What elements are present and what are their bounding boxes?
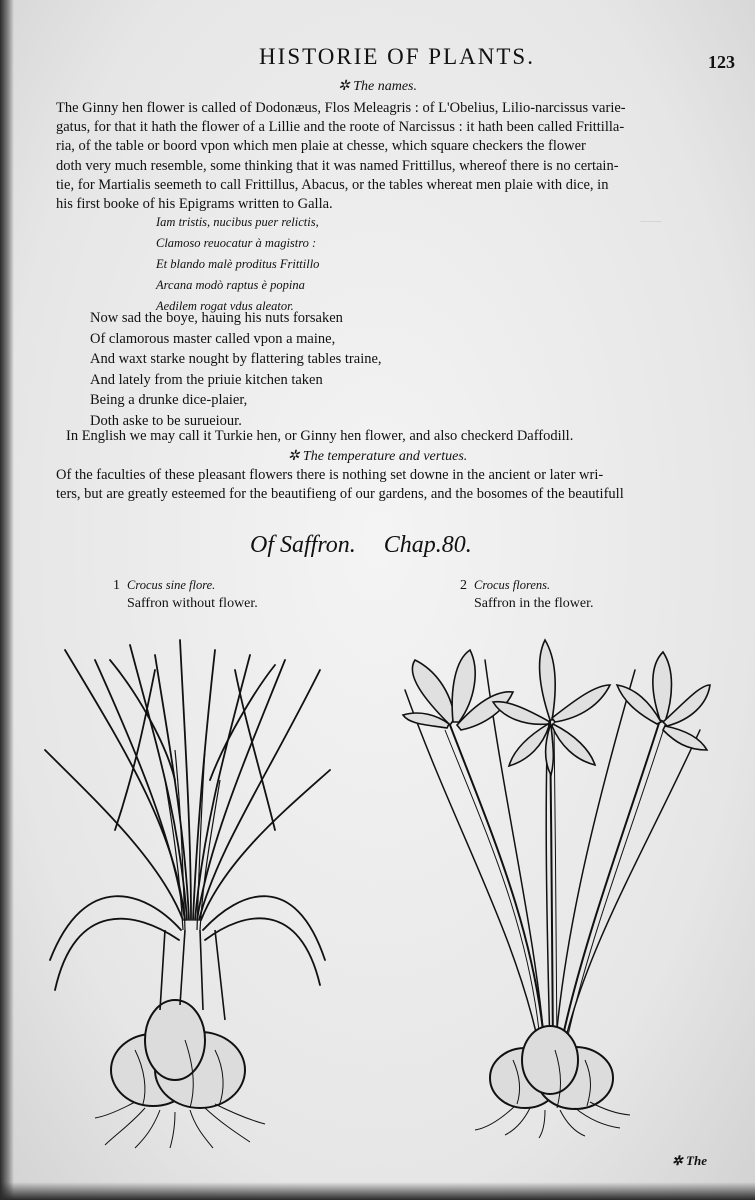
figure-caption-1 bbox=[113, 576, 258, 613]
figure-index: 2 bbox=[460, 578, 467, 593]
running-title: HISTORIE OF PLANTS. bbox=[259, 44, 535, 69]
chapter-number: Chap.80. bbox=[383, 532, 472, 558]
english-verse-line: Of clamorous master called vpon a maine, bbox=[90, 330, 336, 347]
names-line: ria, of the table or boord vpon which men plaie at chesse, which square checkers the flower bbox=[56, 138, 586, 155]
english-verse-line: Now sad the boye, hauing his nuts forsaken bbox=[90, 310, 343, 326]
chapter-heading bbox=[250, 532, 472, 559]
english-verse-line: Doth aske to be surueiour. bbox=[90, 412, 242, 429]
names-line: gatus, for that it hath the flower of a Lillie and the roote of Narcissus : it hath been called Frittilla- bbox=[56, 119, 625, 136]
names-paragraph bbox=[56, 99, 708, 214]
latin-verse-line: Aedilem rogat vdus aleator. bbox=[156, 299, 294, 313]
figure-index: 1 bbox=[113, 578, 120, 593]
latin-epigram bbox=[156, 212, 319, 317]
english-verse bbox=[90, 308, 382, 431]
english-verse-line: And waxt starke nought by flattering tables traine, bbox=[90, 351, 382, 367]
page-number: 123 bbox=[708, 52, 735, 72]
woodcut-saffron-without-flower bbox=[35, 630, 335, 1150]
chapter-title: Of Saffron. bbox=[250, 532, 356, 558]
section-heading-names: ✲ The names. bbox=[337, 79, 417, 94]
section-heading-temperature: ✲ The temperature and vertues. bbox=[287, 449, 468, 464]
bleed-through-text: ⸺ bbox=[640, 213, 662, 228]
latin-verse-line: Et blando malè proditus Frittillo bbox=[156, 257, 320, 271]
english-names-line: In English we may call it Turkie hen, or Ginny hen flower, and also checkerd Daffodill. bbox=[66, 428, 574, 444]
woodcut-saffron-in-flower bbox=[395, 630, 715, 1140]
english-verse-line: Being a drunke dice-plaier, bbox=[90, 392, 248, 408]
page-binding-shadow bbox=[0, 0, 14, 1200]
figure-english-name: Saffron without flower. bbox=[127, 596, 258, 611]
catchword: ✲ The bbox=[671, 1153, 707, 1168]
temperature-line: ters, but are greatly esteemed for the beautifieng of our gardens, and the bosomes of the beautifull bbox=[56, 486, 624, 503]
latin-verse-line: Arcana modò raptus è popina bbox=[156, 278, 305, 292]
names-line: his first booke of his Epigrams written to Galla. bbox=[56, 196, 333, 213]
latin-verse-line: Iam tristis, nucibus puer relictis, bbox=[156, 215, 319, 229]
english-verse-line: And lately from the priuie kitchen taken bbox=[90, 371, 323, 388]
figure-english-name: Saffron in the flower. bbox=[474, 596, 594, 611]
latin-verse-line: Clamoso reuocatur à magistro : bbox=[156, 236, 317, 250]
temperature-line: Of the faculties of these pleasant flowers there is nothing set downe in the ancient or later wri- bbox=[56, 467, 604, 483]
names-line: tie, for Martialis seemeth to call Frittillus, Abacus, or the tables whereat men plaie with dice, in bbox=[56, 176, 609, 193]
figure-latin-name: Crocus sine flore. bbox=[127, 578, 216, 592]
page-bottom-shadow bbox=[0, 1182, 755, 1200]
temperature-paragraph bbox=[56, 466, 708, 504]
names-line: The Ginny hen flower is called of Dodonæus, Flos Meleagris : of L'Obelius, Lilio-narcissus varie- bbox=[56, 100, 626, 116]
figure-caption-2 bbox=[460, 576, 594, 613]
names-line: doth very much resemble, some thinking that it was named Frittillus, whereof there is no certain- bbox=[56, 157, 619, 174]
figure-latin-name: Crocus florens. bbox=[474, 578, 551, 592]
